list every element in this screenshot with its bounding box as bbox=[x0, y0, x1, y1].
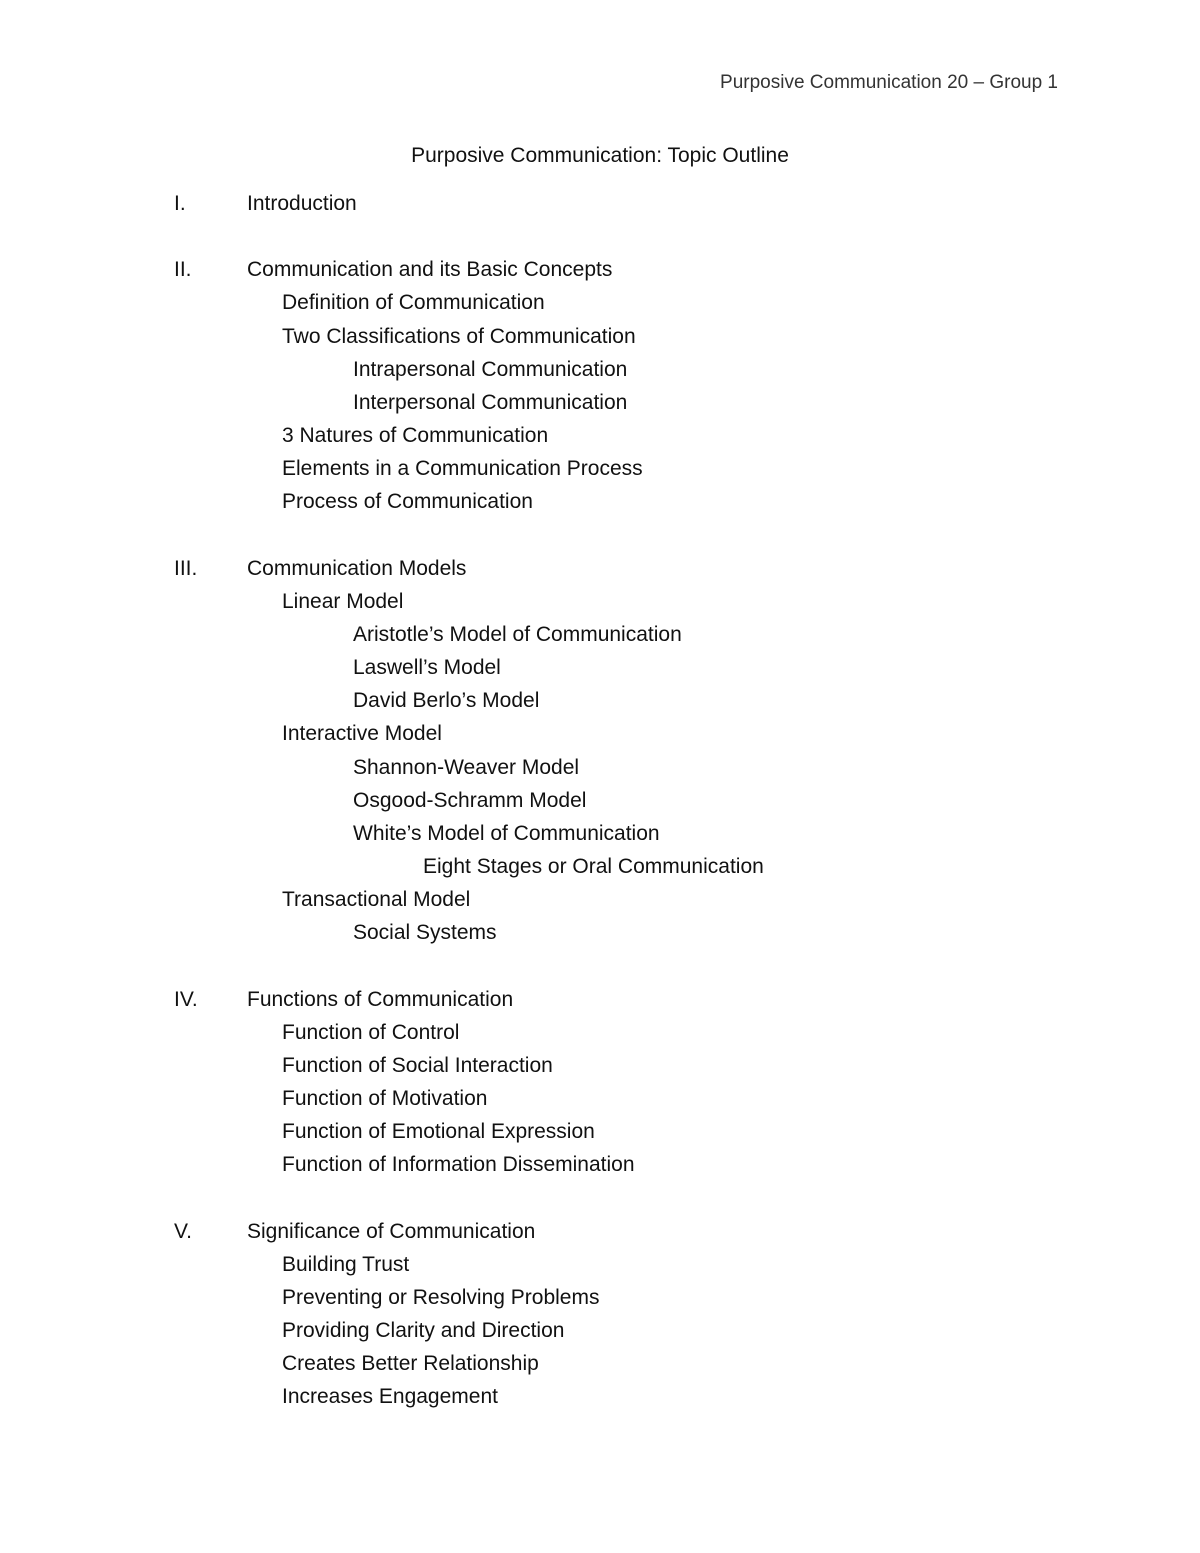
outline-item-label: Function of Information Dissemination bbox=[282, 1153, 635, 1177]
outline-item-label: Process of Communication bbox=[282, 490, 533, 514]
page-title: Purposive Communication: Topic Outline bbox=[411, 144, 789, 167]
page-header: Purposive Communication 20 – Group 1 bbox=[720, 72, 1058, 93]
outline-subitem-label: Intrapersonal Communication bbox=[353, 357, 628, 381]
outline-subitem-label: Laswell’s Model bbox=[353, 656, 501, 680]
outline-item-label: Creates Better Relationship bbox=[282, 1352, 539, 1376]
outline-subitem-label: Aristotle’s Model of Communication bbox=[353, 622, 682, 646]
outline-section-marker: II. bbox=[174, 258, 192, 282]
outline-item-label: Providing Clarity and Direction bbox=[282, 1319, 565, 1343]
outline-subitem-label: David Berlo’s Model bbox=[353, 689, 540, 713]
outline-item-label: Definition of Communication bbox=[282, 291, 545, 315]
outline-item-label: Building Trust bbox=[282, 1252, 410, 1276]
outline-subitem-label: Interpersonal Communication bbox=[353, 390, 628, 414]
outline-item-label: Elements in a Communication Process bbox=[282, 457, 643, 481]
outline-item-label: Transactional Model bbox=[282, 888, 471, 912]
outline-section-label: Communication and its Basic Concepts bbox=[247, 258, 613, 282]
outline-subitem-label: Social Systems bbox=[353, 921, 497, 945]
outline-item-label: Function of Control bbox=[282, 1020, 460, 1044]
outline-section-marker: I. bbox=[174, 192, 186, 215]
outline-section-label: Functions of Communication bbox=[247, 987, 514, 1011]
outline-item-label: Interactive Model bbox=[282, 722, 442, 746]
outline-section-label: Significance of Communication bbox=[247, 1219, 536, 1243]
outline-section-marker: V. bbox=[174, 1219, 192, 1243]
outline-item-label: 3 Natures of Communication bbox=[282, 424, 549, 448]
outline-section-label: Introduction bbox=[247, 192, 357, 215]
outline-item-label: Two Classifications of Communication bbox=[282, 324, 636, 348]
outline-item-label: Function of Emotional Expression bbox=[282, 1120, 595, 1144]
outline-item-label: Function of Motivation bbox=[282, 1087, 488, 1111]
outline-item-label: Linear Model bbox=[282, 589, 404, 613]
outline-subitem-label: Osgood-Schramm Model bbox=[353, 788, 587, 812]
outline-subsubitem-label: Eight Stages or Oral Communication bbox=[423, 855, 764, 878]
outline-subitem-label: Shannon-Weaver Model bbox=[353, 755, 580, 779]
outline-item-label: Preventing or Resolving Problems bbox=[282, 1285, 600, 1309]
outline-item-label: Increases Engagement bbox=[282, 1385, 498, 1409]
outline-section-label: Communication Models bbox=[247, 556, 467, 580]
outline-item-label: Function of Social Interaction bbox=[282, 1053, 553, 1077]
outline-subitem-label: White’s Model of Communication bbox=[353, 821, 660, 845]
outline-section-marker: IV. bbox=[174, 987, 198, 1011]
outline-section-marker: III. bbox=[174, 556, 198, 580]
